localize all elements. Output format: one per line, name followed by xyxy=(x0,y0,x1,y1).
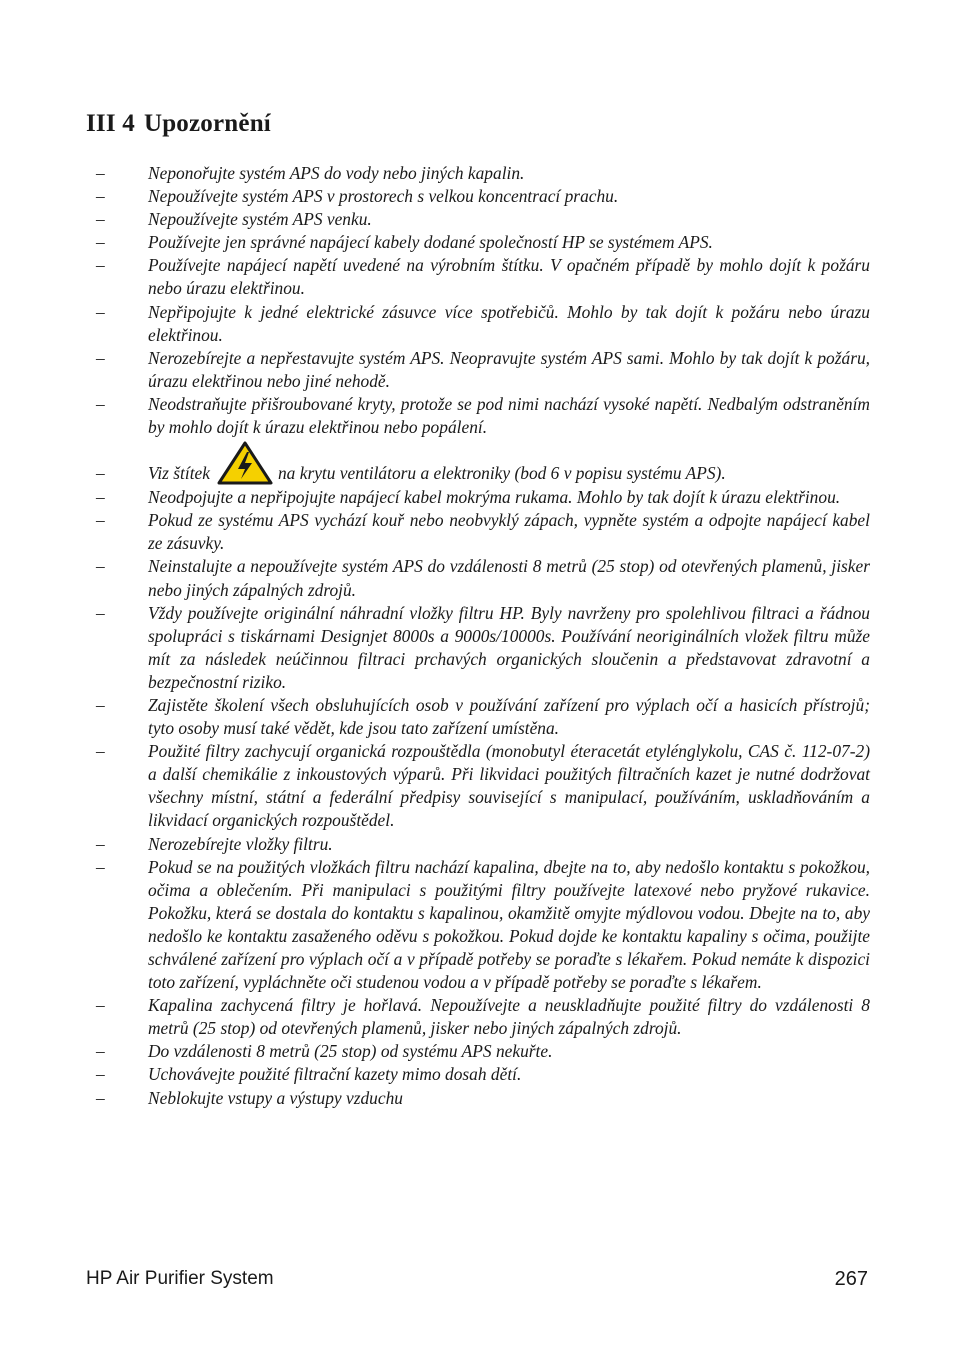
list-item xyxy=(96,694,870,740)
bullet-dash: – xyxy=(96,995,105,1016)
list-item-text: Používejte jen správné napájecí kabely dodané společností HP se systémem APS. xyxy=(148,232,713,253)
bullet-dash: – xyxy=(96,163,105,183)
bullet-dash: – xyxy=(96,1087,105,1108)
list-item-text: Pokud ze systému APS vychází kouř nebo neobvyklý zápach, vypněte systém a odpojte napájecí kabel ze zásuvky. xyxy=(148,510,870,554)
high-voltage-warning-icon xyxy=(216,440,274,486)
bullet-dash: – xyxy=(96,347,105,368)
section-heading xyxy=(86,110,271,138)
bullet-dash: – xyxy=(96,556,105,577)
list-item-text: Neodpojujte a nepřipojujte napájecí kabel mokrýma rukama. Mohlo by tak dojít k úrazu elektřinou. xyxy=(148,487,841,508)
bullet-dash: – xyxy=(96,232,105,253)
label-text-after: na krytu ventilátoru a elektroniky (bod 6 v popisu systému APS). xyxy=(277,463,726,484)
warning-list xyxy=(96,162,870,1110)
list-item-text: Nepoužívejte systém APS venku. xyxy=(148,209,372,230)
bullet-dash: – xyxy=(96,301,105,322)
list-item xyxy=(96,486,870,509)
list-item xyxy=(96,833,870,856)
list-item-label-reference xyxy=(96,462,870,486)
list-item xyxy=(96,393,870,439)
list-item xyxy=(96,254,870,300)
list-item-text: Neponořujte systém APS do vody nebo jiných kapalin. xyxy=(148,163,525,183)
bullet-dash: – xyxy=(96,463,105,484)
list-item-text: Do vzdálenosti 8 metrů (25 stop) od systému APS nekuřte. xyxy=(148,1041,553,1062)
bullet-dash: – xyxy=(96,186,105,207)
list-item xyxy=(96,1040,870,1063)
list-item-text: Uchovávejte použité filtrační kazety mimo dosah dětí. xyxy=(148,1064,522,1085)
footer-product-title: HP Air Purifier System xyxy=(86,1268,274,1289)
bullet-dash: – xyxy=(96,833,105,854)
list-item-text: Vždy používejte originální náhradní vložky filtru HP. Byly navrženy pro spolehlivou filtraci a řádnou spolupráci s tiskárnami Designjet 8000s a 9000s/10000s. Používání neoriginálních vložek filtru může mít za následek neúčinnou filtraci prchavých organických sloučenin a představovat zdravotní a bezpečnostní riziko. xyxy=(148,602,870,692)
list-item xyxy=(96,231,870,254)
list-item xyxy=(96,740,870,832)
list-item xyxy=(96,185,870,208)
list-item-text: Nerozebírejte a nepřestavujte systém APS. Neopravujte systém APS sami. Mohlo by tak dojít k požáru, úrazu elektřinou nebo jiné nehodě. xyxy=(148,347,870,391)
list-item-text: Použité filtry zachycují organická rozpouštědla (monobutyl éteracetát etylénglykolu, CAS č. 112-07-2) a další chemikálie z inkoustových výparů. Při likvidaci použitých filtračních kazet je nutné dodržovat všechny místní, státní a federální předpisy související s manipulací, používáním, uskladňováním a likvidací organických rozpouštědel. xyxy=(148,741,870,831)
page-number: 267 xyxy=(834,1268,868,1290)
label-text-before: Viz štítek xyxy=(148,463,210,484)
bullet-dash: – xyxy=(96,741,105,762)
list-item-text: Zajistěte školení všech obsluhujících osob v používání zařízení pro výplach očí a hasicích přístrojů; tyto osoby musí také vědět, kde jsou tato zařízení umístěna. xyxy=(148,694,870,739)
bullet-dash: – xyxy=(96,510,105,531)
bullet-dash: – xyxy=(96,487,105,508)
bullet-dash: – xyxy=(96,393,105,414)
list-item-text: Nepřipojujte k jedné elektrické zásuvce více spotřebičů. Mohlo by tak dojít k požáru nebo úrazu elektřinou. xyxy=(148,301,870,345)
list-item-text: Používejte napájecí napětí uvedené na výrobním štítku. V opačném případě by mohlo dojít k požáru nebo úrazu elektřinou. xyxy=(148,255,870,299)
bullet-dash: – xyxy=(96,856,105,877)
list-item-text: Pokud se na použitých vložkách filtru nachází kapalina, dbejte na to, aby nedošlo kontaktu s pokožkou, očima a oblečením. Při manipulaci s použitými filtry používejte latexové nebo pryžové rukavice. Pokožku, která se dostala do kontaktu s kapalinou, okamžitě omyjte mýdlovou vodou. Dbejte na to, aby nedošlo ke kontaktu zasaženého oděvu s pokožkou. Pokud dojde ke kontaktu kapaliny s očima, použijte schválené zařízení pro výplach očí a v případě potřeby se poraďte s lékařem. Pokud nemáte k dispozici toto zařízení, vypláchněte oči studenou vodou a v případě potřeby se poraďte s lékařem. xyxy=(148,856,870,993)
list-item-text: Nepoužívejte systém APS v prostorech s velkou koncentrací prachu. xyxy=(148,186,619,207)
list-item-text: Nerozebírejte vložky filtru. xyxy=(148,833,333,854)
list-item xyxy=(96,301,870,347)
list-item-text: Neodstraňujte přišroubované kryty, protože se pod nimi nachází vysoké napětí. Nedbalým odstraněním by mohlo dojít k úrazu elektřinou nebo popálení. xyxy=(148,393,870,438)
list-item xyxy=(96,602,870,694)
list-item xyxy=(96,994,870,1040)
section-number: III 4 xyxy=(86,110,135,137)
list-item-text: Neblokujte vstupy a výstupy vzduchu xyxy=(148,1087,403,1108)
list-item-text: Neinstalujte a nepoužívejte systém APS do vzdálenosti 8 metrů (25 stop) od otevřených plamenů, jisker nebo jiných zápalných zdrojů. xyxy=(148,556,870,600)
bullet-dash: – xyxy=(96,1064,105,1085)
list-item xyxy=(96,162,870,185)
list-item-text: Kapalina zachycená filtry je hořlavá. Nepoužívejte a neuskladňujte použité filtry do vzdálenosti 8 metrů (25 stop) od otevřených plamenů, jisker nebo jiných zápalných zdrojů. xyxy=(148,995,870,1039)
list-item xyxy=(96,1087,870,1110)
list-item xyxy=(96,347,870,393)
section-title: Upozornění xyxy=(143,110,271,137)
bullet-dash: – xyxy=(96,694,105,715)
bullet-dash: – xyxy=(96,1041,105,1062)
list-item xyxy=(96,555,870,601)
list-item xyxy=(96,208,870,231)
bullet-dash: – xyxy=(96,255,105,276)
bullet-dash: – xyxy=(96,209,105,230)
list-item xyxy=(96,1063,870,1086)
list-item xyxy=(96,509,870,555)
bullet-dash: – xyxy=(96,602,105,623)
list-item xyxy=(96,856,870,995)
